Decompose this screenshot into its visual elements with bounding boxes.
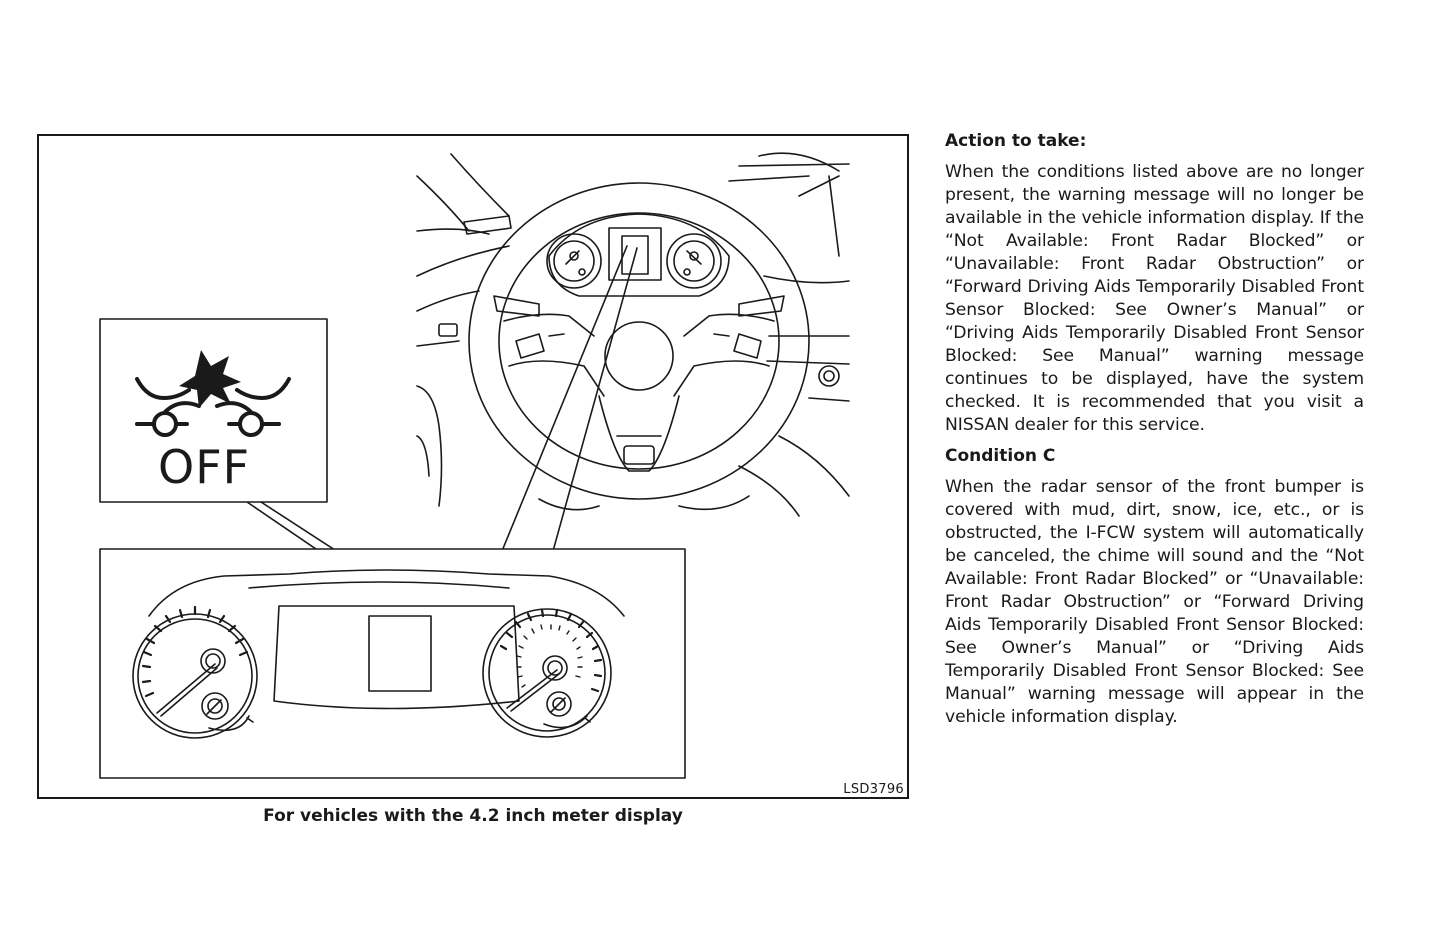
condition-c-heading: Condition C — [945, 446, 1056, 466]
figure-code: LSD3796 — [843, 782, 904, 797]
action-heading: Action to take: — [945, 131, 1087, 151]
steering-wheel-drawing — [417, 153, 849, 516]
figure-caption: For vehicles with the 4.2 inch meter display — [263, 806, 683, 826]
off-indicator-label: OFF — [158, 440, 251, 494]
action-paragraph: When the conditions listed above are no longer present, the warning message will no longer be available in the vehicle information display. If the “Not Available: Front Radar Blocked” or “Unavailable: Front Radar Obstruction” or “Forward Driving Aids Temporarily Disabled Front Sensor Blocked: See Owner’s Manual” or “Driving Aids Temporarily Disabled Front Sensor Blocked: See Manual” warning message continues to be displayed, have the system checked. It is recommended that you visit a NISSAN dealer for this service. — [945, 162, 1364, 435]
condition-c-paragraph: When the radar sensor of the front bumper is covered with mud, dirt, snow, ice, etc., or is obstructed, the I-FCW system will automatically be canceled, the chime will sound and the “Not Available: Front Radar Blocked” or “Unavailable: Front Radar Obstruction” or “Forward Driving Aids Temporarily Disabled Front Sensor Blocked: See Owner’s Manual” or “Driving Aids Temporarily Disabled Front Sensor Blocked: See Manual” warning message will appear in the vehicle information display. — [945, 477, 1364, 727]
right-text-column — [945, 130, 1364, 737]
meter-cluster-box — [100, 549, 685, 778]
illustration-frame — [37, 134, 909, 799]
